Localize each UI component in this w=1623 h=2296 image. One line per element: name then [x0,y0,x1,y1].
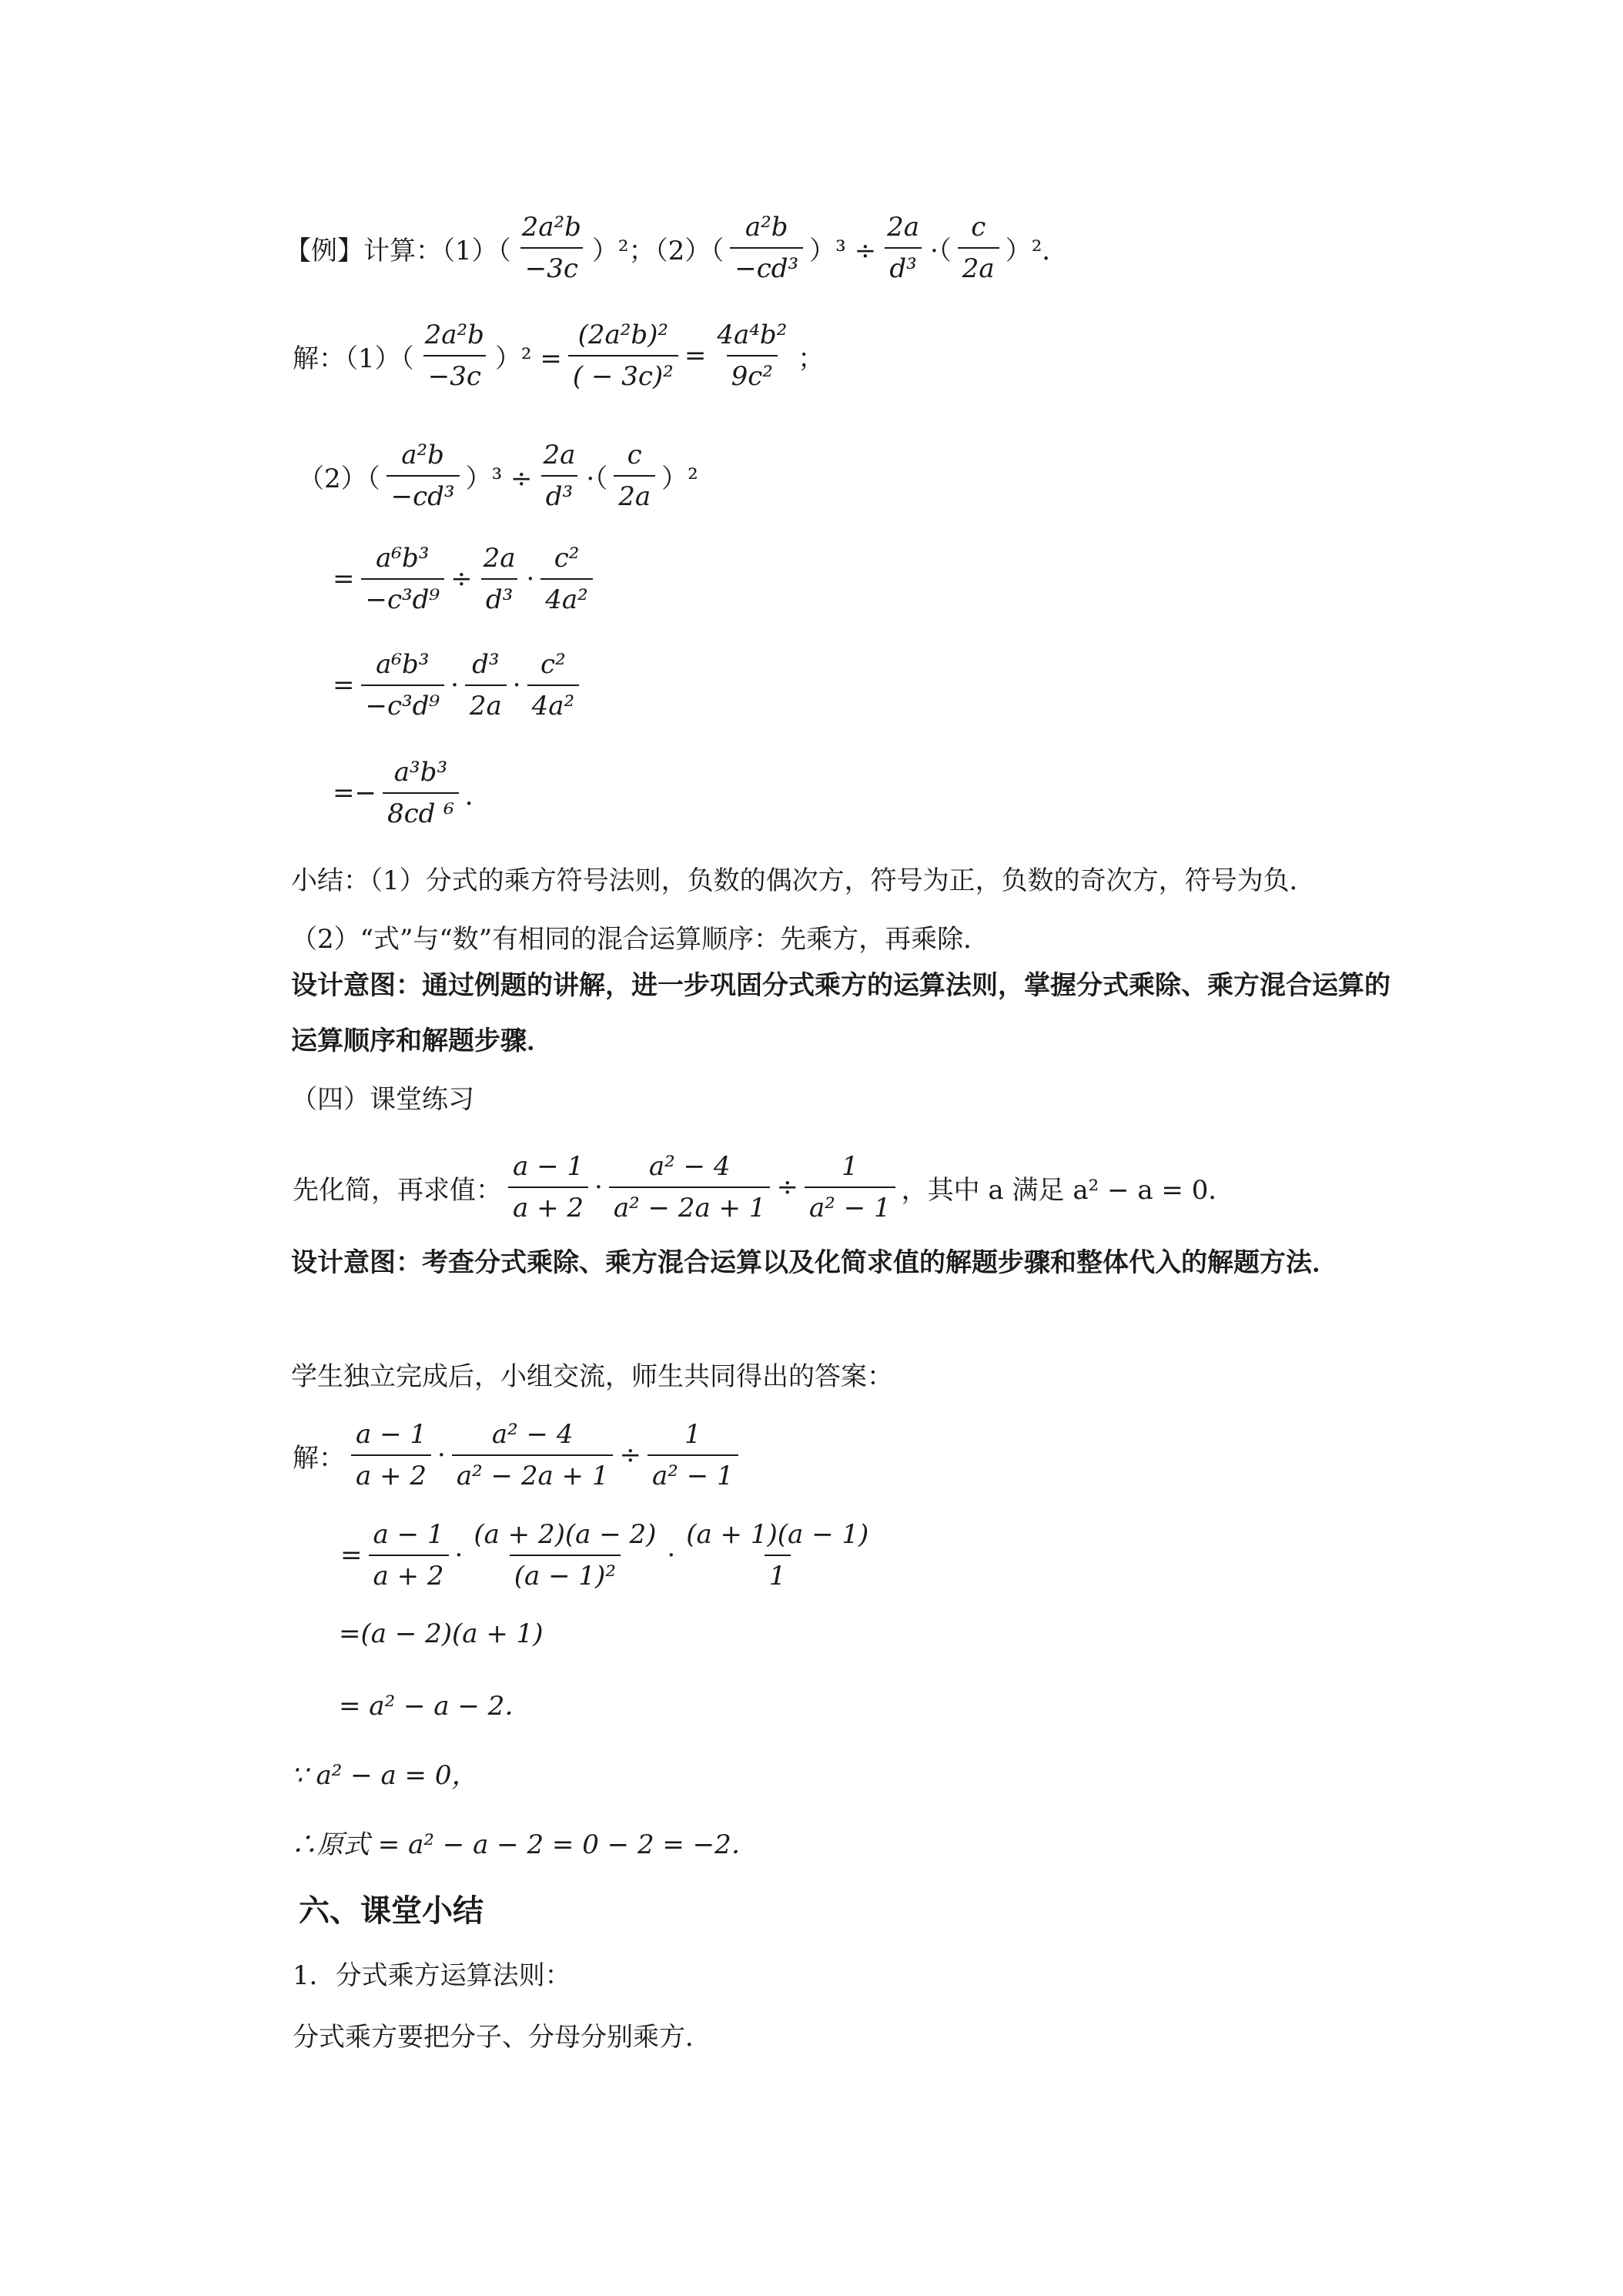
fraction: $\frac{\text{a² − 4}}{\text{a² − 2a + 1}}$ [452,1419,614,1491]
fraction: $\frac{\text{4a⁴b²}}{\text{9c²}}$ [717,320,788,392]
therefore-line: ∴原式 = a² − a − 2 = 0 − 2 = −2． [291,1829,758,1860]
example-lead: 【例】计算：（1）（ [285,235,511,266]
fraction: $\frac{\text{d³}}{2a}$ [465,649,507,721]
summary-line-2: （2）“式”与“数”有相同的混合运算顺序：先乘方，再乘除． [291,923,990,955]
solution-2-step-1: = $\frac{\text{a⁶b³}}{\text{−c³d⁹}}$ ÷ $\frac{2a}{\text{d³}}$ · $\frac{\text{c²}}{\text{4a²}}$ [331,533,597,625]
because-line: ∵ a² − a = 0， [291,1759,478,1791]
fraction: $\frac{\text{2a²b}}{-3c}$ [521,212,581,284]
fraction: $\frac{\text{c²}}{\text{4a²}}$ [527,649,580,721]
fraction: $\frac{1}{\text{a² − 1}}$ [805,1151,895,1223]
item-1: 1．分式乘方运算法则： [293,1960,571,1991]
exercise-line: 先化简，再求值： $\frac{a - 1}{a + 2}$ · $\frac{\text{a² − 4}}{\text{a² − 2a + 1}}$ ÷ $\frac{1}{\text{a² − 1}}$ ，其中 a 满足 a² − a = 0． [293,1151,1235,1223]
summary-line-1: 小结：（1）分式的乘方符号法则，负数的偶次方，符号为正，负数的奇次方，符号为负． [291,865,1316,896]
fraction: $\frac{a - 1}{a + 2}$ [508,1151,588,1223]
fraction: $\frac{\text{a²b}}{\text{−cd³}}$ [730,212,803,284]
rule-line: 分式乘方要把分子、分母分别乘方． [293,2021,711,2053]
fraction: $\frac{c}{2a}$ [958,212,999,284]
fraction: $\frac{2a}{\text{d³}}$ [539,440,581,512]
fraction: $\frac{2a}{\text{d³}}$ [479,543,520,615]
fraction: $\frac{a - 1}{a + 2}$ [351,1419,431,1491]
fraction: $\frac{\text{c²}}{\text{4a²}}$ [540,543,593,615]
answer-line-3: =(a − 2)(a + 1) [339,1618,544,1649]
solution-2-line: （2）（ $\frac{\text{a²b}}{\text{−cd³}}$ ）³ ÷ $\frac{2a}{\text{d³}}$ ·（ $\frac{c}{2a}$ ）² [298,440,698,512]
solution-2-step-3: =− $\frac{\text{a³b³}}{\text{8cd ⁶}}$ ． [333,757,491,829]
solution-2-step-2: = $\frac{\text{a⁶b³}}{\text{−c³d⁹}}$ · $\frac{\text{d³}}{2a}$ · $\frac{\text{c²}}{\text{4a²}}$ [331,639,584,731]
fraction: $\frac{(a + 2)(a - 2)}{\text{(a − 1)²}}$ [474,1519,657,1591]
fraction: $\frac{c}{2a}$ [614,440,655,512]
section-6-heading: 六、课堂小结 [299,1893,484,1929]
fraction: $\frac{\text{(2a²b)²}}{\text{( − 3c)²}}$ [568,320,678,392]
fraction: $\frac{2a}{\text{d³}}$ [882,212,924,284]
fraction: $\frac{\text{a² − 4}}{\text{a² − 2a + 1}}$ [609,1151,771,1223]
answer-line-1: 解： $\frac{a - 1}{a + 2}$ · $\frac{\text{a² − 4}}{\text{a² − 2a + 1}}$ ÷ $\frac{1}{\text{a² − 1}}$ [291,1409,743,1501]
section-4-title: （四）课堂练习 [291,1083,474,1115]
fraction: $\frac{a - 1}{a + 2}$ [369,1519,449,1591]
design-intent-2: 设计意图：考查分式乘除、乘方混合运算以及化简求值的解题步骤和整体代入的解题方法． [291,1247,1338,1278]
fraction: $\frac{\text{a⁶b³}}{\text{−c³d⁹}}$ [361,543,445,615]
design-intent-1: 设计意图：通过例题的讲解，进一步巩固分式乘方的运算法则，掌握分式乘除、乘方混合运算的运算顺序和解题步骤． [291,970,1390,1056]
fraction: $\frac{\text{2a²b}}{-3c}$ [424,320,484,392]
students-line: 学生独立完成后，小组交流，师生共同得出的答案： [291,1361,893,1392]
answer-line-4: = a² − a − 2． [339,1690,531,1722]
fraction: $\frac{(a + 1)(a - 1)}{1}$ [686,1519,869,1591]
solution-1-line: 解：（1）（ $\frac{\text{2a²b}}{-3c}$ ）² = $\frac{\text{(2a²b)²}}{\text{( − 3c)²}}$ = $\frac{\text{4a⁴b²}}{\text{9c²}}$ ； [293,320,825,392]
fraction: $\frac{1}{\text{a² − 1}}$ [648,1419,738,1491]
fraction: $\frac{\text{a²b}}{\text{−cd³}}$ [387,440,460,512]
example-line: 【例】计算：（1）（ $\frac{\text{2a²b}}{-3c}$ ）²；（2）（ $\frac{\text{a²b}}{\text{−cd³}}$ ）³ ÷ $\frac{2a}{\text{d³}}$ ·（ $\frac{c}{2a}$ ）²． [285,212,1069,284]
fraction: $\frac{\text{a⁶b³}}{\text{−c³d⁹}}$ [361,649,445,721]
fraction: $\frac{\text{a³b³}}{\text{8cd ⁶}}$ [383,757,459,829]
answer-line-2: = $\frac{a - 1}{a + 2}$ · $\frac{(a + 2)(a - 2)}{\text{(a − 1)²}}$ · $\frac{(a + 1)(a - 1)}{1}$ [339,1509,878,1602]
